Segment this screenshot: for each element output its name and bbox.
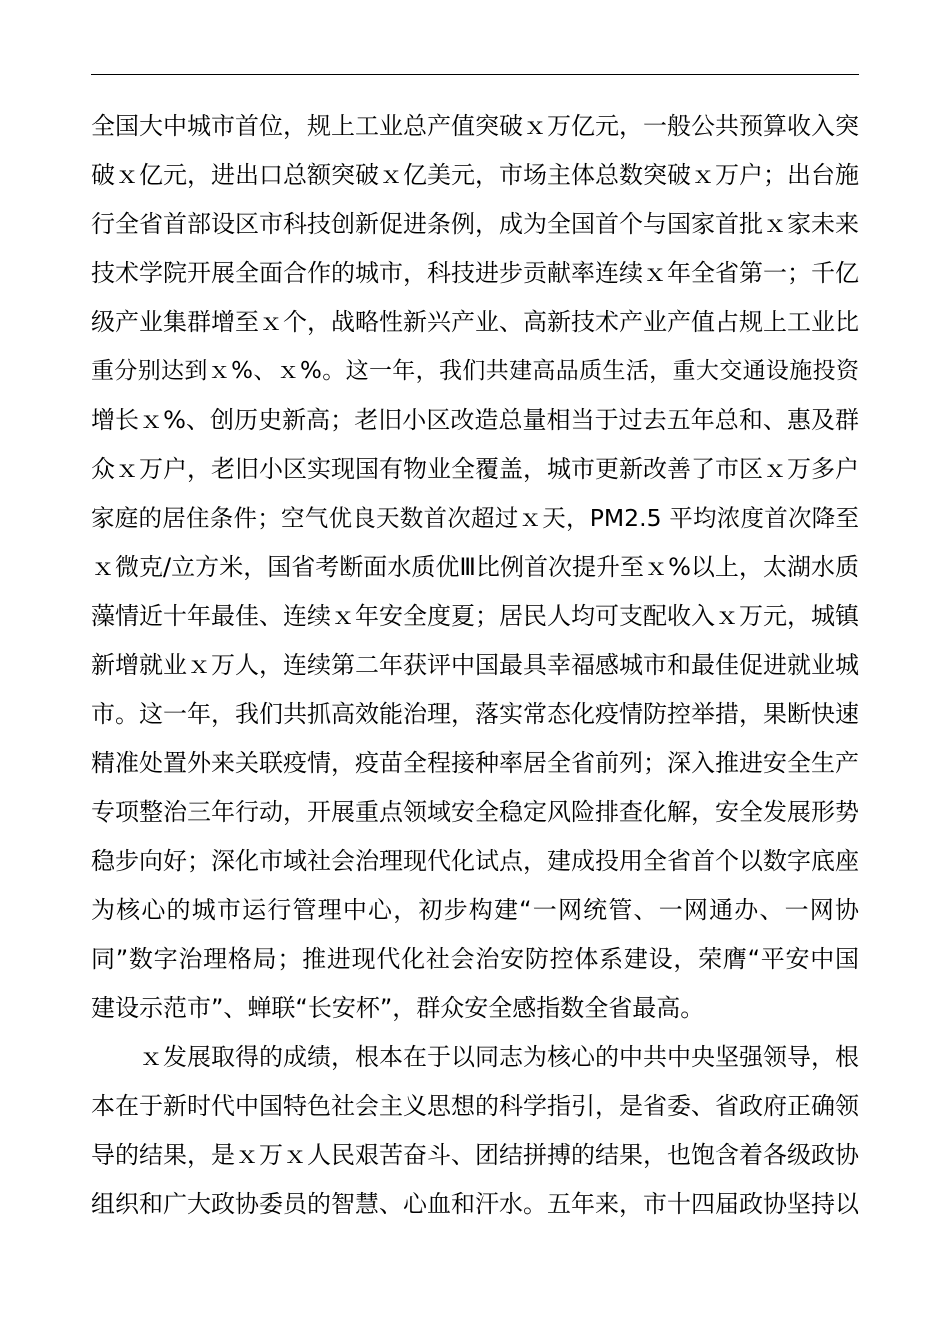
text-line: 专项整治三年行动，开展重点领域安全稳定风险排查化解，安全发展形势 [91,798,859,826]
text-line: 家庭的居住条件；空气优良天数首次超过ｘ天，PM2.5 平均浓度首次降至 [91,504,859,532]
text-line: 为核心的城市运行管理中心，初步构建“一网统管、一网通办、一网协 [91,896,859,924]
text-line: 破ｘ亿元，进出口总额突破ｘ亿美元，市场主体总数突破ｘ万户；出台施 [91,161,859,189]
paragraph-2 [91,1033,859,1229]
text-line: 藻情近十年最佳、连续ｘ年安全度夏；居民人均可支配收入ｘ万元，城镇 [91,602,859,630]
text-line: 建设示范市”、蝉联“长安杯”，群众安全感指数全省最高。 [91,994,705,1022]
text-line: 级产业集群增至ｘ个，战略性新兴产业、高新技术产业产值占规上工业比 [91,308,859,336]
text-line: 众ｘ万户，老旧小区实现国有物业全覆盖，城市更新改善了市区ｘ万多户 [91,455,859,483]
text-line: ｘ微克/立方米，国省考断面水质优Ⅲ比例首次提升至ｘ%以上，太湖水质 [91,553,859,581]
text-line: ｘ发展取得的成绩，根本在于以同志为核心的中共中央坚强领导，根 [139,1043,859,1071]
text-line: 稳步向好；深化市域社会治理现代化试点，建成投用全省首个以数字底座 [91,847,859,875]
body-text [91,102,859,1229]
text-line: 市。这一年，我们共抓高效能治理，落实常态化疫情防控举措，果断快速 [91,700,859,728]
text-line: 全国大中城市首位，规上工业总产值突破ｘ万亿元，一般公共预算收入突 [91,112,859,140]
text-line: 本在于新时代中国特色社会主义思想的科学指引，是省委、省政府正确领 [91,1092,859,1120]
text-line: 重分别达到ｘ%、ｘ%。这一年，我们共建高品质生活，重大交通设施投资 [91,358,859,384]
text-line: 行全省首部设区市科技创新促进条例，成为全国首个与国家首批ｘ家未来 [91,210,859,238]
text-line: 技术学院开展全面合作的城市，科技进步贡献率连续ｘ年全省第一；千亿 [91,259,859,287]
text-line: 增长ｘ%、创历史新高；老旧小区改造总量相当于过去五年总和、惠及群 [91,406,859,434]
text-line: 组织和广大政协委员的智慧、心血和汗水。五年来，市十四届政协坚持以 [91,1190,859,1218]
text-line: 新增就业ｘ万人，连续第二年获评中国最具幸福感城市和最佳促进就业城 [91,651,859,679]
text-line: 精准处置外来关联疫情，疫苗全程接种率居全省前列；深入推进安全生产 [91,749,859,777]
text-line: 导的结果，是ｘ万ｘ人民艰苦奋斗、团结拼搏的结果，也饱含着各级政协 [91,1141,859,1169]
header-rule [91,74,859,75]
paragraph-1 [91,102,859,1033]
text-line: 同”数字治理格局；推进现代化社会治安防控体系建设，荣膺“平安中国 [91,945,859,973]
